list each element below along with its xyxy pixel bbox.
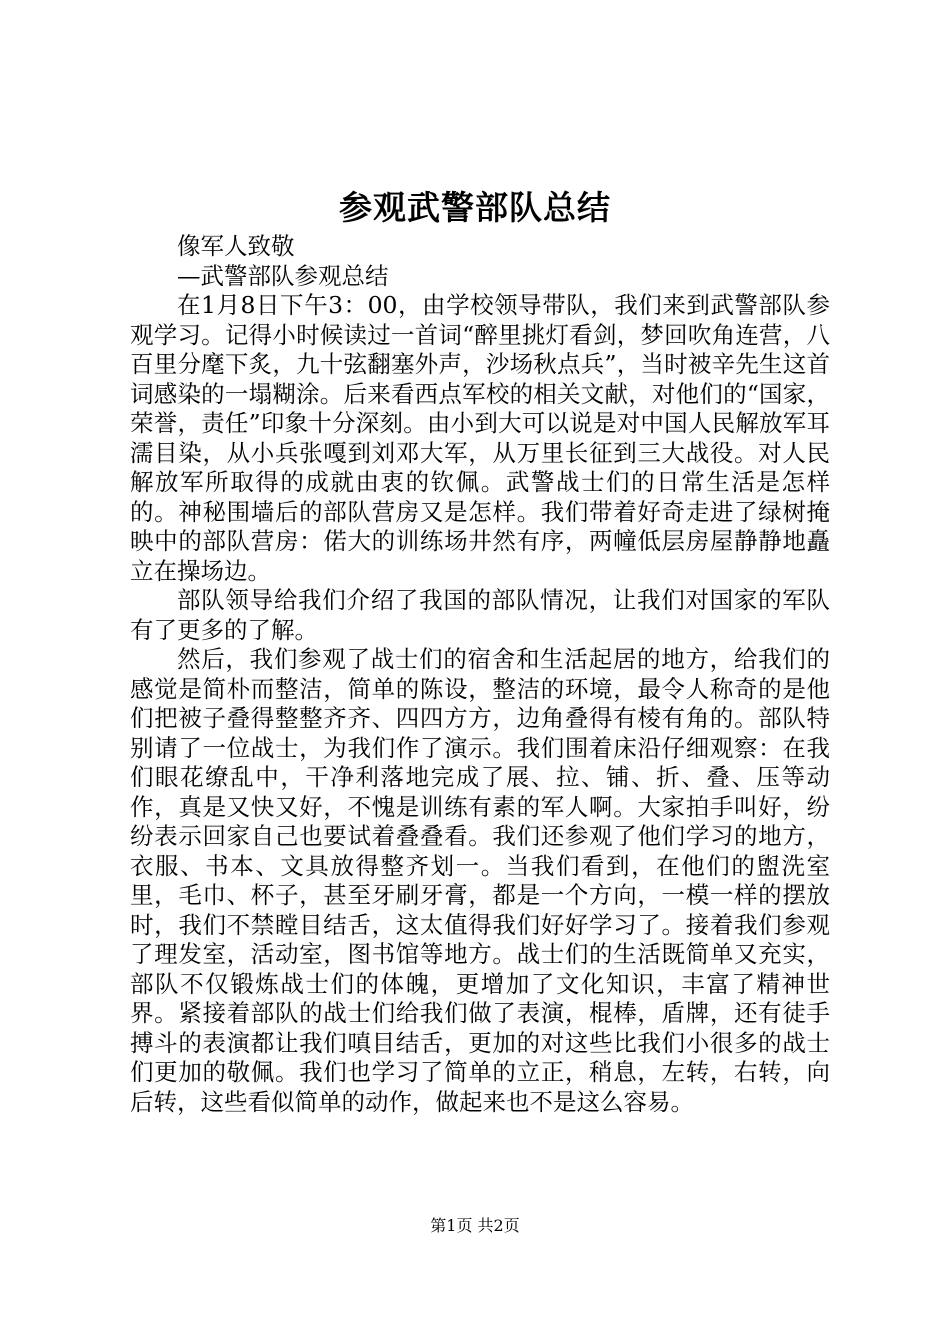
document-title: 参观武警部队总结 — [339, 188, 611, 227]
paragraph-salute: 像军人致敬 — [177, 232, 295, 260]
page-footer: 第1页 共2页 — [430, 1216, 520, 1235]
paragraph-dormitory-visit: 然后，我们参观了战士们的宿舍和生活起居的地方，给我们的感觉是简朴而整洁，简单的陈设，整洁的环境，最令人称奇的是他们把被子叠得整整齐齐、四四方方，边角叠得有棱有角的。部队特别请了一位战士，为我们作了演示。我们围着床沿仔细观察：在我们眼花缭乱中，干净利落地完成了展、拉、铺、折、叠、压等动作，真是又快又好，不愧是训练有素的军人啊。大家拍手叫好，纷纷表示回家自己也要试着叠叠看。我们还参观了他们学习的地方，衣服、书本、文具放得整齐划一。当我们看到，在他们的盥洗室里，毛巾、杯子，甚至牙刷牙膏，都是一个方向，一模一样的摆放时，我们不禁瞠目结舌，这太值得我们好好学习了。接着我们参观了理发室，活动室，图书馆等地方。战士们的生活既简单又充实，部队不仅锻炼战士们的体魄，更增加了文化知识，丰富了精神世界。紧接着部队的战士们给我们做了表演，棍棒，盾牌，还有徒手搏斗的表演都让我们嗔目结舌，更加的对这些比我们小很多的战士们更加的敬佩。我们也学习了简单的立正，稍息，左转，右转，向后转，这些看似简单的动作，做起来也不是这么容易。 — [130, 645, 830, 1116]
paragraph-leader-intro: 部队领导给我们介绍了我国的部队情况，让我们对国家的军队有了更多的了解。 — [130, 586, 830, 644]
paragraph-visit-intro: 在1月8日下午3：00，由学校领导带队，我们来到武警部队参观学习。记得小时候读过一首词“醉里挑灯看剑，梦回吹角连营，八百里分麾下炙，九十弦翻塞外声，沙场秋点兵”，当时被辛先生这首词感染的一塌糊涂。后来看西点军校的相关文献，对他们的“国家，荣誉，责任”印象十分深刻。由小到大可以说是对中国人民解放军耳濡目染，从小兵张嘎到刘邓大军，从万里长征到三大战役。对人民解放军所取得的成就由衷的钦佩。武警战士们的日常生活是怎样的。神秘围墙后的部队营房又是怎样。我们带着好奇走进了绿树掩映中的部队营房：偌大的训练场井然有序，两幢低层房屋静静地矗立在操场边。 — [130, 291, 830, 585]
paragraph-subtitle: —武警部队参观总结 — [177, 261, 389, 290]
document-body — [130, 232, 830, 1117]
